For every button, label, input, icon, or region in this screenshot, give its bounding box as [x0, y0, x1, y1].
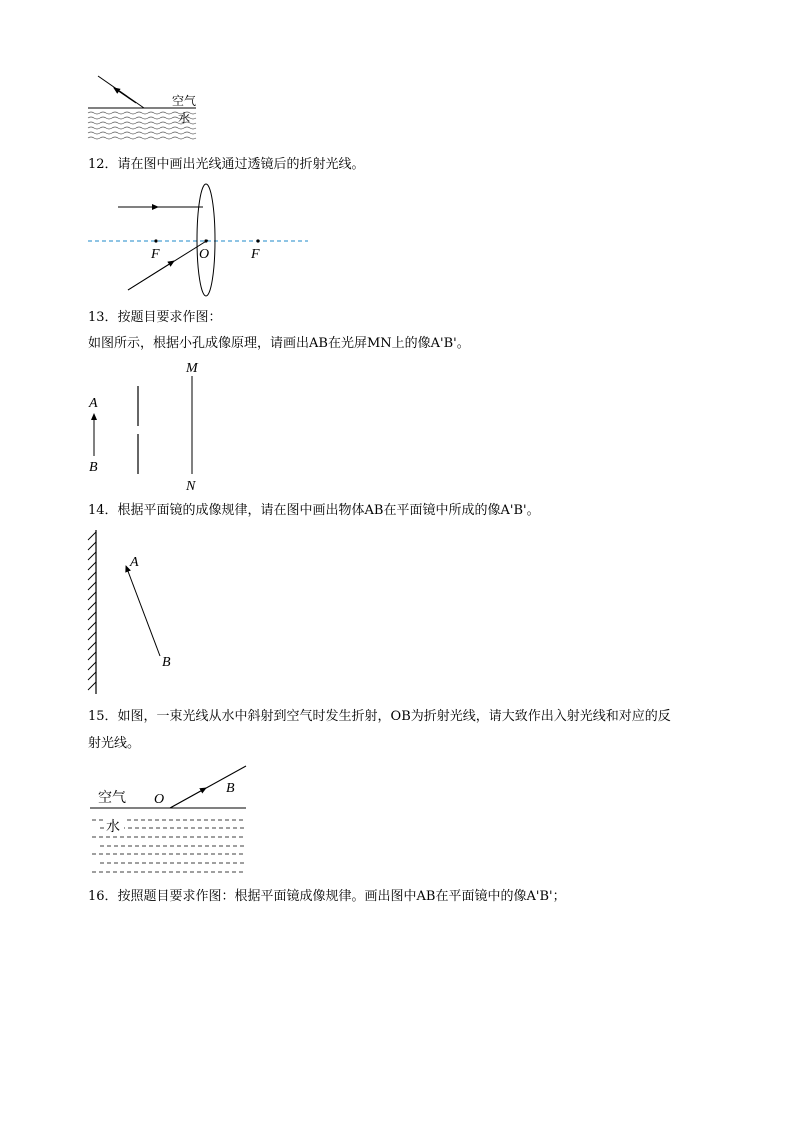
q14-label-a: A [130, 555, 139, 570]
q12-lens-diagram [86, 180, 316, 300]
q13-label-b: B [89, 460, 98, 475]
q16-text: 16．按照题目要求作图：根据平面镜成像规律。画出图中AB在平面镜中的像A'B'； [88, 889, 566, 904]
q13-label-a: A [89, 396, 98, 411]
fig11-air-label: 空气 [172, 94, 197, 108]
q15-refraction-diagram [88, 762, 254, 878]
q15-air-label: 空气 [98, 790, 126, 806]
q12-center-ray-arrow [128, 261, 174, 290]
q15-ray-arrow [170, 788, 206, 808]
q14-text: 14．根据平面镜的成像规律，请在图中画出物体AB在平面镜中所成的像A'B'。 [88, 503, 540, 518]
q13-pinhole-diagram [86, 358, 216, 494]
q12-focus-right-dot [256, 239, 259, 242]
q12-focus-left-label: F [151, 247, 160, 262]
fig11-ray [98, 76, 144, 108]
q14-mirror-hatch [88, 532, 96, 690]
q15-line1: 15．如图，一束光线从水中斜射到空气时发生折射，OB为折射光线，请大致作出入射光线和对应的反 [88, 709, 671, 724]
q15-label-o: O [154, 792, 165, 807]
q12-focus-left-dot [154, 239, 157, 242]
q15-water-label: 水 [106, 819, 120, 835]
q14-mirror-diagram [86, 528, 196, 696]
q14-object-ab [126, 566, 160, 656]
fig11-arrow [114, 88, 136, 103]
q12-text: 12．请在图中画出光线通过透镜后的折射光线。 [88, 157, 365, 172]
q14-label-b: B [162, 655, 171, 670]
q15-label-b: B [226, 781, 235, 796]
q13-label-m: M [186, 361, 198, 376]
q13-label-n: N [186, 479, 196, 494]
q12-center-dot [204, 239, 207, 242]
q12-center-label: O [199, 247, 210, 262]
q13-title: 13．按题目要求作图： [88, 310, 222, 325]
q12-focus-right-label: F [251, 247, 260, 262]
q13-text: 如图所示，根据小孔成像原理，请画出AB在光屏MN上的像A'B'。 [88, 336, 470, 351]
fig11-water-label: 水 [178, 111, 191, 125]
fig11-diagram [86, 70, 216, 146]
q15-line2: 射光线。 [88, 736, 141, 751]
